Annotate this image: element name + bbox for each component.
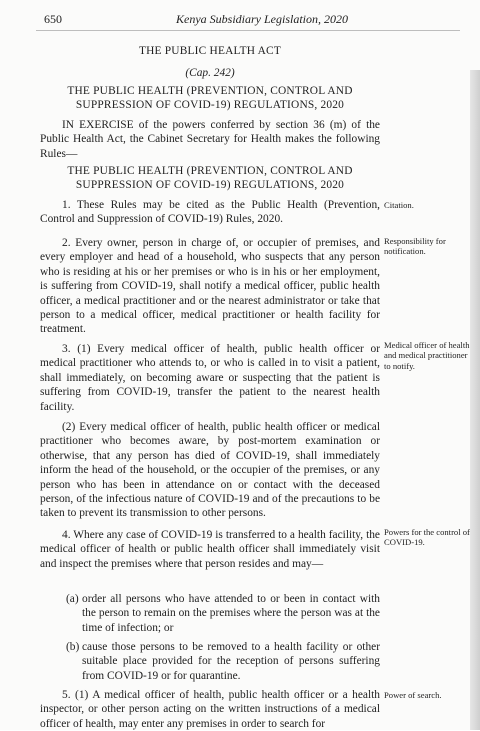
item-b-text: cause those persons to be removed to a health facility or other suitable place provided for the reception of persons suffering from COVID-19 or for quarantine. <box>82 641 380 682</box>
header-rule <box>36 30 460 31</box>
marginal-note-citation: Citation. <box>384 200 414 210</box>
item-a-text: order all persons who have attended to or been in contact with the person to remain on the premises where the person was at the time of infection; or <box>82 593 380 634</box>
marginal-note-search: Power of search. <box>384 690 442 700</box>
running-header: Kenya Subsidiary Legislation, 2020 <box>176 12 348 26</box>
item-a-label: (a) <box>66 593 79 605</box>
section-3-1: 3. (1) Every medical officer of health, public health officer or medical practitioner who attends to, or who is called in to visit a patient, shall immediately, on becoming aware or suspecting that the patient is suffering from COVID-19, transfer the patient to the nearest health facility. <box>40 343 380 413</box>
rules-title: THE PUBLIC HEALTH (PREVENTION, CONTROL AND SUPPRESSION OF COVID-19) REGULATIONS, 2020 <box>67 165 353 192</box>
marginal-note-medical-officer: Medical officer of health and medical practitioner to notify. <box>384 340 470 371</box>
act-cap: (Cap. 242) <box>185 67 235 79</box>
page-number: 650 <box>44 12 62 26</box>
section-1: 1. These Rules may be cited as the Public Health (Prevention, Control and Suppression of COVID-19) Rules, 2020. <box>40 199 380 226</box>
section-5-1: 5. (1) A medical officer of health, public health officer or a health inspector, or other person acting on the written instructions of a medical officer of health, may enter any premises in order to search for <box>40 689 380 730</box>
section-3-2: (2) Every medical officer of health, public health officer or medical practitioner who becomes aware, by post-mortem examination or otherwise, that any person has died of COVID-19, shall immediately inform the head of the household, or the occupier of the premises, or any person who has been in attendance on or contact with the deceased person, of the infectious nature of COVID-19 and of the precautions to be taken to prevent its transmission to other persons. <box>40 421 380 520</box>
act-title: THE PUBLIC HEALTH ACT <box>138 45 282 57</box>
section-4: 4. Where any case of COVID-19 is transferred to a health facility, the medical officer of health or public health officer shall immediately visit and inspect the premises where that person resides and may— <box>40 529 380 570</box>
marginal-note-responsibility: Responsibility for notification. <box>384 236 446 257</box>
enacting-clause: IN EXERCISE of the powers conferred by section 36 (m) of the Public Health Act, the Cabinet Secretary for Health makes the following Rules— <box>40 119 380 160</box>
regulations-title: THE PUBLIC HEALTH (PREVENTION, CONTROL AND SUPPRESSION OF COVID-19) REGULATIONS, 2020 <box>67 85 353 112</box>
marginal-note-powers: Powers for the control of COVID-19. <box>384 527 470 548</box>
section-2: 2. Every owner, person in charge of, or occupier of premises, and every employer and head of a household, who suspects that any person who is residing at his or her premises or who is in his or her employment, is suffering from COVID-19, shall notify a medical officer, public health officer, a medical practitioner and or the nearest administrator or take that person to a medical officer, medical practitioner or health facility for treatment. <box>40 237 380 336</box>
item-b-label: (b) <box>66 641 80 653</box>
page-edge-shadow <box>470 70 480 730</box>
